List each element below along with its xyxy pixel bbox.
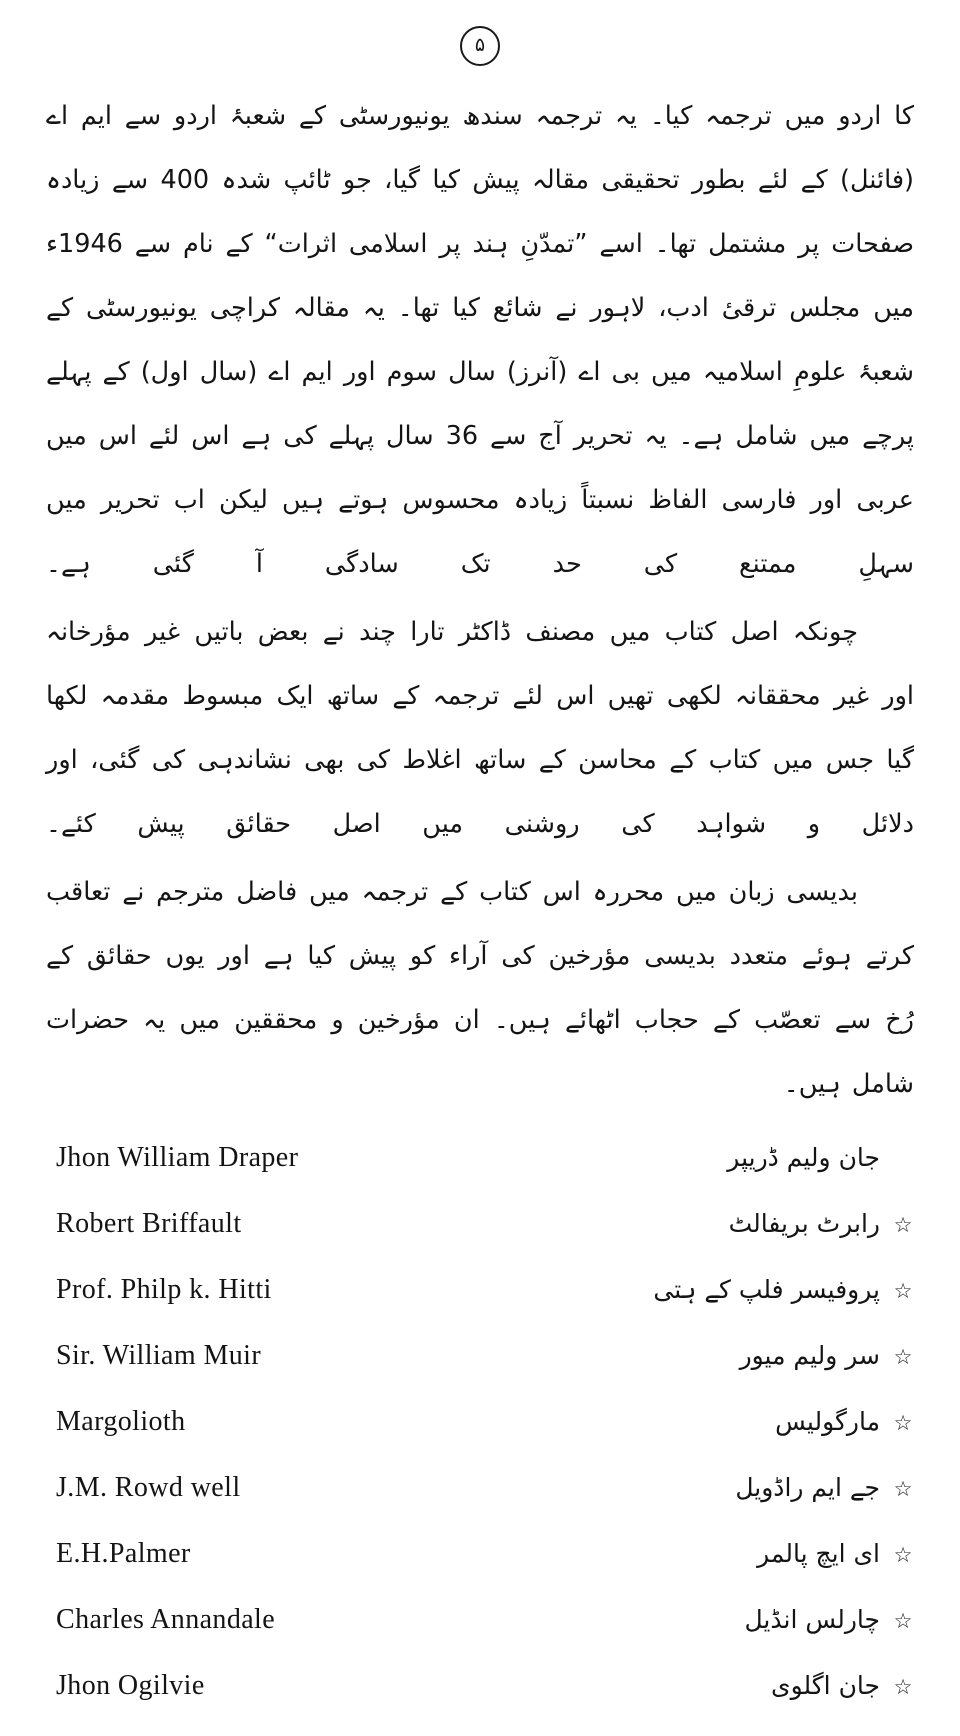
name-urdu-group [735,1473,914,1502]
list-item [46,1208,914,1274]
star-icon: ☆ [893,1543,913,1567]
list-item [46,1472,914,1538]
name-urdu-group [775,1407,914,1436]
names-list [46,1142,914,1736]
name-urdu: جان اگلوی [771,1671,880,1700]
name-urdu: ای ایچ پالمر [757,1539,880,1568]
name-urdu: چارلس انڈیل [744,1605,880,1634]
star-icon: ☆ [893,1345,913,1369]
name-urdu-group [727,1143,914,1172]
body-text [46,84,914,1116]
name-urdu-group [745,1605,915,1634]
star-icon: ☆ [893,1609,913,1633]
name-urdu-group [729,1209,914,1238]
name-english: Charles Annandale [56,1604,276,1635]
name-urdu: سر ولیم میور [739,1341,880,1370]
star-icon: ☆ [893,1213,913,1237]
list-item [46,1274,914,1340]
star-icon: ☆ [893,1279,913,1303]
name-english: Jhon William Draper [56,1142,299,1173]
name-urdu-group [757,1539,914,1568]
name-urdu: مارگولیس [775,1407,880,1436]
page-number-container [46,22,914,70]
star-icon: ☆ [893,1411,913,1435]
name-urdu-group [771,1671,914,1700]
star-icon: ☆ [893,1477,913,1501]
name-english: Robert Briffault [56,1208,242,1239]
name-urdu: جان ولیم ڈریپر [727,1143,880,1172]
list-item [46,1670,914,1736]
name-english: Sir. William Muir [56,1340,262,1371]
name-english: Margolioth [56,1406,186,1437]
name-urdu-group [653,1275,914,1304]
star-icon: ☆ [893,1675,913,1699]
name-urdu: رابرٹ بریفالٹ [728,1209,880,1238]
name-english: Prof. Philp k. Hitti [56,1274,272,1305]
name-english: Jhon Ogilvie [56,1670,205,1701]
name-english: E.H.Palmer [56,1538,191,1569]
page-number: ۵ [460,26,500,66]
paragraph-2: چونکہ اصل کتاب میں مصنف ڈاکٹر تارا چند نے بعض باتیں غیر مؤرخانہ اور غیر محققانہ لکھی تھیں اس لئے ترجمہ کے ساتھ ایک مبسوط مقدمہ لکھا گیا جس میں کتاب کے محاسن کے ساتھ اغلاط کی بھی نشاندہی کی گئی، اور دلائل و شواہد کی روشنی میں اصل حقائق پیش کئے۔ [46,617,914,839]
list-item [46,1142,914,1208]
list-item [46,1340,914,1406]
list-item [46,1538,914,1604]
name-urdu: پروفیسر فلپ کے ہتی [653,1275,880,1304]
list-item [46,1604,914,1670]
paragraph-1: کا اردو میں ترجمہ کیا۔ یہ ترجمہ سندھ یونیورسٹی کے شعبۂ اردو سے ایم اے (فائنل) کے لئے بطور تحقیقی مقالہ پیش کیا گیا، جو ٹائپ شدہ 400 سے زیادہ صفحات پر مشتمل تھا۔ اسے ”تمدّنِ ہند پر اسلامی اثرات“ کے نام سے 1946ء میں مجلس ترقیٔ ادب، لاہور نے شائع کیا تھا۔ یہ مقالہ کراچی یونیورسٹی کے شعبۂ علومِ اسلامیہ میں بی اے (آنرز) سال سوم اور ایم اے (سال اول) کے پہلے پرچے میں شامل ہے۔ یہ تحریر آج سے 36 سال پہلے کی ہے اس لئے اس میں عربی اور فارسی الفاظ نسبتاً زیادہ محسوس ہوتے ہیں لیکن اب تحریر میں سہلِ ممتنع کی حد تک سادگی آ گئی ہے۔ [46,101,914,579]
name-urdu-group [740,1341,914,1370]
name-english: J.M. Rowd well [56,1472,241,1503]
paragraph-3: بدیسی زبان میں محررہ اس کتاب کے ترجمہ میں فاضل مترجم نے تعاقب کرتے ہوئے متعدد بدیسی مؤرخین کی آراء کو پیش کیا ہے اور یوں حقائق کے رُخ سے تعصّب کے حجاب اٹھائے ہیں۔ ان مؤرخین و محققین میں یہ حضرات شامل ہیں۔ [46,877,914,1099]
document-page [0,22,960,1701]
name-urdu: جے ایم راڈویل [735,1473,880,1502]
list-item [46,1406,914,1472]
